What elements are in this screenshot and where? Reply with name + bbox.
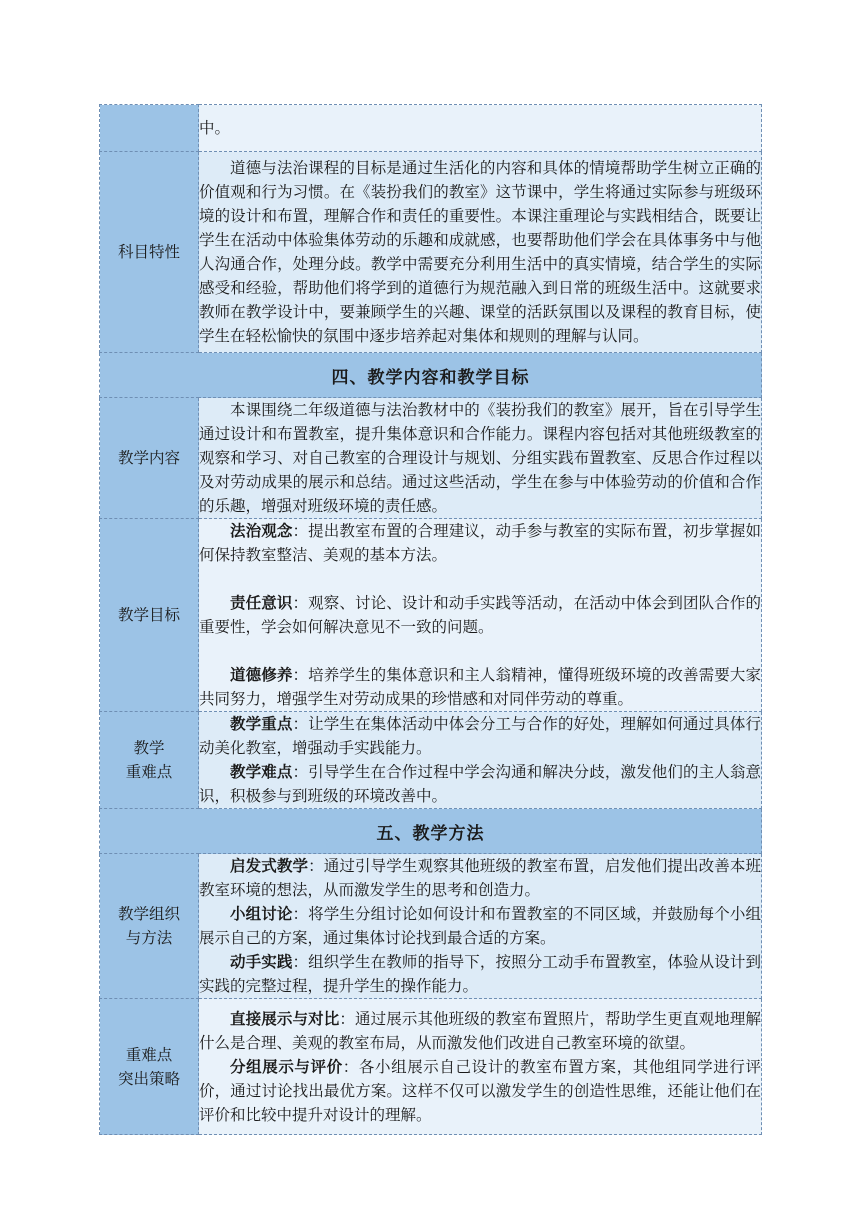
keypoint-item: [199, 760, 761, 808]
label-line: 重难点: [125, 763, 173, 781]
table-row: [100, 152, 762, 353]
strategy-title: 分组展示与评价: [230, 1056, 343, 1076]
row-content-goals: [199, 519, 762, 712]
row-content-keypoints: [199, 712, 762, 809]
label-line: 教学: [133, 739, 165, 757]
strategy-text: ：各小组展示自己设计的教室布置方案，其他组同学进行评价，通过讨论找出最优方案。这样不仅可以激发学生的创造性思维，还能让他们在评价和比较中提升对设计的理解。: [199, 1057, 761, 1124]
row-label-goals: 教学目标: [100, 519, 199, 712]
goal-text: ：观察、讨论、设计和动手实践等活动，在活动中体会到团队合作的重要性，学会如何解决意见不一致的问题。: [199, 594, 761, 636]
method-text: ：组织学生在教师的指导下，按照分工动手布置教室，体验从设计到实践的完整过程，提升学生的操作能力。: [199, 953, 761, 995]
method-title: 动手实践: [230, 952, 293, 971]
method-item: [199, 950, 761, 998]
method-text: ：通过引导学生观察其他班级的教室布置，启发他们提出改善本班教室环境的想法，从而激发学生的思考和创造力。: [199, 857, 761, 899]
row-content-continuation: [199, 105, 762, 152]
method-item: [199, 902, 761, 950]
label-line: 突出策略: [117, 1069, 180, 1088]
goal-text: ：培养学生的集体意识和主人翁精神，懂得班级环境的改善需要大家共同努力，增强学生对劳动成果的珍惜感和对同伴劳动的尊重。: [199, 666, 761, 708]
goal-title: 责任意识: [230, 593, 293, 612]
row-content-strategy: [199, 999, 762, 1135]
section-row: [100, 809, 762, 854]
table-row: [100, 519, 762, 712]
label-line: 教学组织: [117, 905, 180, 923]
label-line: 重难点: [125, 1045, 173, 1064]
strategy-text: ：通过展示其他班级的教室布置照片，帮助学生更直观地理解什么是合理、美观的教室布局，从而激发他们改进自己教室环境的欲望。: [199, 1009, 761, 1052]
table-row: [100, 398, 762, 519]
strategy-item: [199, 1007, 761, 1055]
row-label-strategy: [100, 999, 199, 1135]
keypoint-title: 教学难点: [230, 762, 293, 781]
keypoint-text: ：让学生在集体活动中体会分工与合作的好处，理解如何通过具体行动美化教室，增强动手实践能力。: [199, 715, 761, 757]
section-row: [100, 353, 762, 398]
goal-item: [199, 663, 761, 711]
goal-text: ：提出教室布置的合理建议，动手参与教室的实际布置，初步掌握如何保持教室整洁、美观的基本方法。: [199, 522, 761, 564]
goal-title: 法治观念: [230, 521, 293, 540]
table-row: [100, 105, 762, 152]
section-title-4: 四、教学内容和教学目标: [100, 353, 762, 398]
keypoint-item: [199, 712, 761, 760]
row-content-content: [199, 398, 762, 519]
row-label-keypoints: [100, 712, 199, 809]
method-item: [199, 854, 761, 902]
section-title-5: 五、教学方法: [100, 809, 762, 854]
strategy-title: 直接展示与对比: [230, 1008, 340, 1028]
row-label-empty: [100, 105, 199, 152]
goal-item: [199, 519, 761, 567]
content-text: 本课围绕二年级道德与法治教材中的《装扮我们的教室》展开，旨在引导学生通过设计和布置教室，提升集体意识和合作能力。课程内容包括对其他班级教室的观察和学习、对自己教室的合理设计与规划、分组实践布置教室、反思合作过程以及对劳动成果的展示和总结。通过这些活动，学生在参与中体验劳动的价值和合作的乐趣，增强对班级环境的责任感。: [199, 401, 761, 515]
table-row: [100, 712, 762, 809]
continuation-text: 中。: [199, 119, 231, 137]
keypoint-text: ：引导学生在合作过程中学会沟通和解决分歧，激发他们的主人翁意识，积极参与到班级的环境改善中。: [199, 763, 761, 805]
row-label-methods: [100, 854, 199, 999]
goal-title: 道德修养: [230, 665, 293, 684]
row-content-subject: [199, 152, 762, 353]
lesson-plan-table: [99, 104, 762, 1135]
subject-text: 道德与法治课程的目标是通过生活化的内容和具体的情境帮助学生树立正确的价值观和行为习惯。在《装扮我们的教室》这节课中，学生将通过实际参与班级环境的设计和布置，理解合作和责任的重要性。本课注重理论与实践相结合，既要让学生在活动中体验集体劳动的乐趣和成就感，也要帮助他们学会在具体事务中与他人沟通合作，处理分歧。教学中需要充分利用生活中的真实情境，结合学生的实际感受和经验，帮助他们将学到的道德行为规范融入到日常的班级生活中。这就要求教师在教学设计中，要兼顾学生的兴趣、课堂的活跃氛围以及课程的教育目标，使学生在轻松愉快的氛围中逐步培养起对集体和规则的理解与认同。: [199, 159, 761, 345]
label-line: 与方法: [125, 929, 173, 947]
method-text: ：将学生分组讨论如何设计和布置教室的不同区域，并鼓励每个小组展示自己的方案，通过集体讨论找到最合适的方案。: [199, 905, 761, 947]
method-title: 启发式教学: [230, 856, 309, 875]
keypoint-title: 教学重点: [230, 714, 293, 733]
method-title: 小组讨论: [230, 904, 293, 923]
goal-item: [199, 591, 761, 639]
table-row: [100, 999, 762, 1135]
table-row: [100, 854, 762, 999]
row-label-subject: 科目特性: [100, 152, 199, 353]
row-content-methods: [199, 854, 762, 999]
strategy-item: [199, 1055, 761, 1127]
row-label-content: 教学内容: [100, 398, 199, 519]
